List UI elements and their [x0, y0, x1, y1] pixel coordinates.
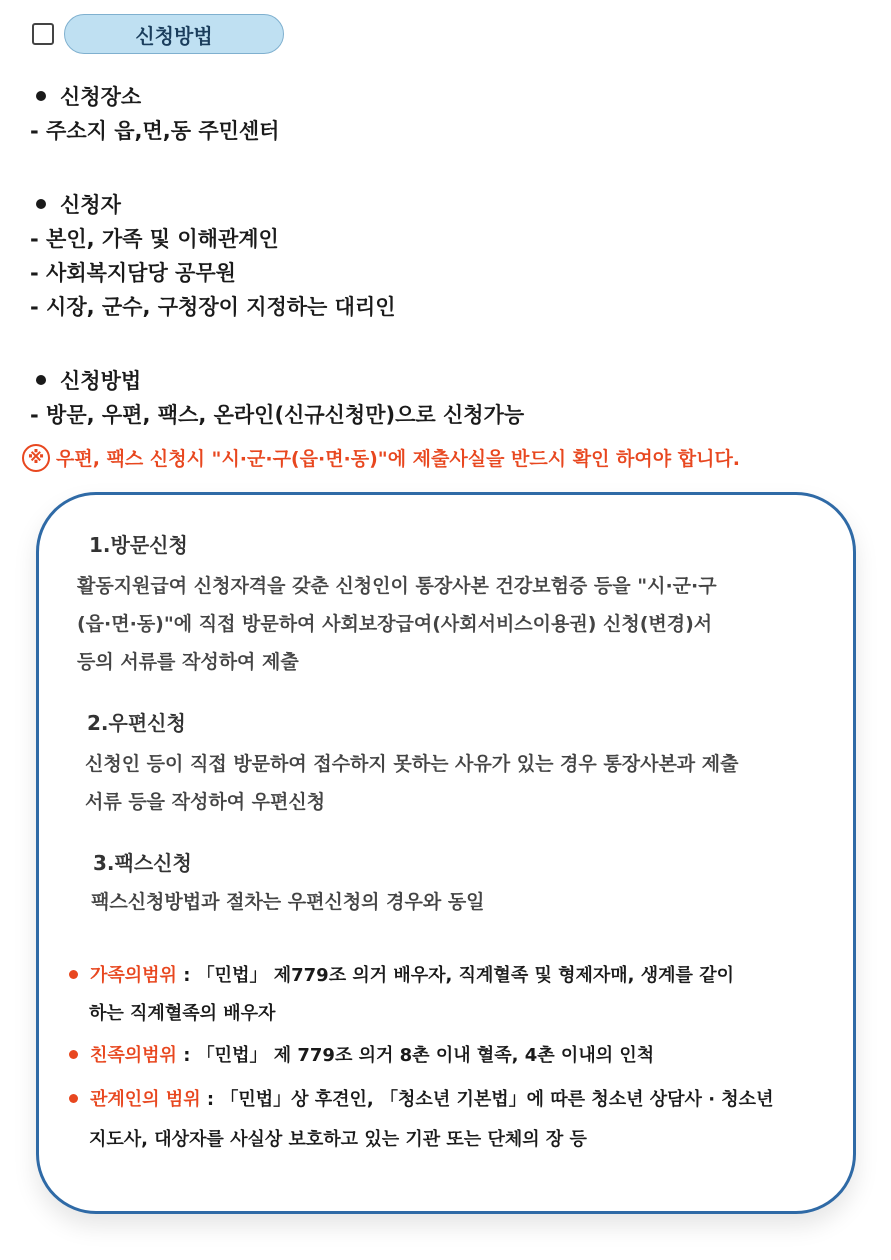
- bullet-icon: [69, 1050, 78, 1059]
- mail-section-body: 신청인 등이 직접 방문하여 접수하지 못하는 사유가 있는 경우 통장사본과 제출 서류 등을 작성하여 우편신청: [85, 753, 739, 813]
- definition-relatives: 친족의범위 : 「민법」 제 779조 의거 8촌 이내 혈족, 4촌 이내의 인척: [69, 1041, 654, 1067]
- visit-section-title: 1.방문신청: [89, 533, 188, 557]
- definition-family-cont: 하는 직계혈족의 배우자: [89, 1003, 276, 1024]
- warning-notice: [22, 444, 882, 474]
- bullet-icon: [36, 199, 46, 209]
- section-checkbox[interactable]: [32, 23, 54, 45]
- place-line: - 주소지 읍,면,동 주민센터: [30, 119, 280, 143]
- method-line: - 방문, 우편, 팩스, 온라인(신규신청만)으로 신청가능: [30, 403, 525, 427]
- reference-mark-icon: ※: [22, 444, 50, 472]
- section-header: [32, 12, 284, 56]
- method-details-card: [36, 492, 856, 1214]
- applicant-line: - 시장, 군수, 구청장이 지정하는 대리인: [30, 295, 396, 319]
- warning-text: 우편, 팩스 신청시 "시·군·구(읍·면·동)"에 제출사실을 반드시 확인 하여야 합니다.: [56, 448, 741, 470]
- bullet-icon: [36, 91, 46, 101]
- visit-section-body: 활동지원급여 신청자격을 갖춘 신청인이 통장사본 건강보험증 등을 "시·군·구 (읍·면·동)"에 직접 방문하여 사회보장급여(사회서비스이용권) 신청(변경)서 등의 서류를 작성하여 제출: [77, 575, 717, 673]
- mail-section-title: 2.우편신청: [87, 711, 186, 735]
- definition-stakeholder-cont: 지도사, 대상자를 사실상 보호하고 있는 기관 또는 단체의 장 등: [89, 1129, 587, 1150]
- place-heading: 신청장소: [30, 80, 870, 114]
- definition-family: 가족의범위 : 「민법」 제779조 의거 배우자, 직계혈족 및 형제자매, 생계를 같이: [69, 961, 734, 987]
- bullet-icon: [36, 375, 46, 385]
- applicant-line: - 사회복지담당 공무원: [30, 261, 236, 285]
- application-info: [30, 80, 870, 432]
- fax-section-title: 3.팩스신청: [93, 851, 192, 875]
- applicant-heading: 신청자: [30, 188, 870, 222]
- fax-section-body: 팩스신청방법과 절차는 우편신청의 경우와 동일: [91, 891, 485, 913]
- bullet-icon: [69, 1094, 78, 1103]
- section-title-pill: 신청방법: [64, 14, 284, 54]
- definition-stakeholder: 관계인의 범위 : 「민법」상 후견인, 「청소년 기본법」에 따른 청소년 상담사 · 청소년: [69, 1085, 773, 1111]
- bullet-icon: [69, 970, 78, 979]
- method-heading: 신청방법: [30, 364, 870, 398]
- applicant-line: - 본인, 가족 및 이해관계인: [30, 227, 279, 251]
